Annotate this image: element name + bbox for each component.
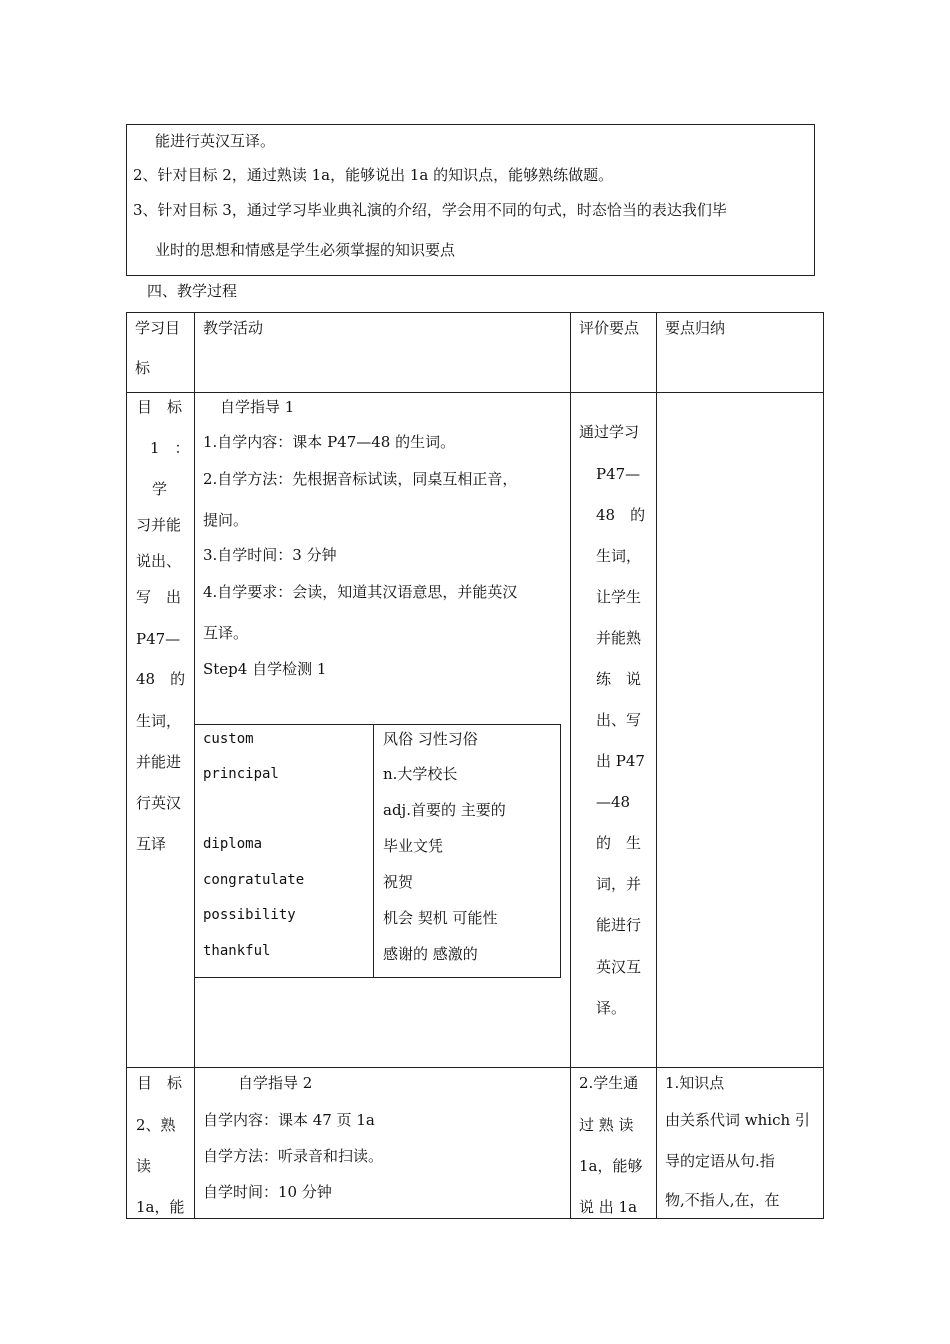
goal-text: 目 标 [137, 398, 183, 416]
objective-line: 能进行英汉互译。 [155, 132, 276, 150]
goal-text: 学 [152, 480, 168, 498]
vocab-table-border-bottom [194, 977, 561, 978]
guide-item: 自学内容：课本 47 页 1a [203, 1111, 375, 1129]
guide-title: 自学指导 2 [238, 1074, 313, 1092]
goal-text: 习并能 [136, 516, 182, 534]
eval-text: 的 生 [596, 834, 642, 852]
table-border-right [823, 312, 824, 1219]
guide-item: 2.自学方法：先根据音标试读，同桌互相正音， [203, 470, 518, 488]
vocab-meaning: 祝贺 [383, 873, 414, 891]
goal-text: 读 [136, 1157, 152, 1175]
eval-text: P47— [596, 465, 641, 483]
eval-text: 译。 [596, 999, 627, 1017]
guide-title: 自学指导 1 [220, 398, 295, 416]
top-box-border-top [126, 124, 815, 125]
eval-text: —48 [596, 793, 631, 811]
guide-item: 提问。 [203, 511, 249, 529]
goal-text: P47— [136, 630, 181, 648]
summary-text: 1.知识点 [665, 1074, 725, 1092]
objective-line: 业时的思想和情感是学生必须掌握的知识要点 [155, 241, 456, 259]
guide-item: 互译。 [203, 624, 249, 642]
table-row-divider [126, 1067, 824, 1068]
vocab-meaning: 毕业文凭 [383, 837, 444, 855]
table-border-bottom [126, 1218, 824, 1219]
eval-text: 出、写 [596, 711, 642, 729]
eval-text: 1a，能够 [579, 1157, 643, 1175]
vocab-table-border-top [194, 724, 561, 725]
eval-text: 48 的 [596, 506, 646, 524]
table-border-left [126, 312, 127, 1219]
guide-item: Step4 自学检测 1 [203, 660, 327, 678]
guide-item: 自学时间：10 分钟 [203, 1183, 332, 1201]
goal-text: 目 标 [137, 1074, 183, 1092]
top-box-border-bottom [126, 275, 815, 276]
eval-text: 词，并 [596, 875, 642, 893]
vocab-word: thankful [203, 943, 271, 959]
eval-text: 能进行 [596, 916, 642, 934]
vocab-word: congratulate [203, 872, 305, 888]
eval-text: 出 P47 [596, 752, 645, 770]
eval-text: 英汉互 [596, 958, 642, 976]
eval-text: 过 熟 读 [579, 1116, 634, 1134]
table-col-divider [570, 312, 571, 1219]
guide-item: 1.自学内容：课本 P47—48 的生词。 [203, 433, 456, 451]
vocab-meaning: 机会 契机 可能性 [383, 909, 498, 927]
summary-text: 物,不指人,在，在 [665, 1191, 780, 1209]
vocab-meaning: adj.首要的 主要的 [383, 801, 506, 819]
top-box-border-left [126, 124, 127, 276]
header-goal: 学习目 [135, 319, 181, 337]
objective-line: 2、针对目标 2，通过熟读 1a，能够说出 1a 的知识点，能够熟练做题。 [133, 166, 614, 184]
vocab-meaning: 风俗 习性习俗 [383, 730, 478, 748]
table-col-divider [656, 312, 657, 1219]
vocab-word: custom [203, 731, 254, 747]
eval-text: 生词， [596, 547, 642, 565]
vocab-word: principal [203, 766, 279, 782]
table-col-divider [194, 312, 195, 1219]
eval-text: 2.学生通 [579, 1074, 639, 1092]
goal-text: 写 出 [136, 588, 182, 606]
summary-text: 导的定语从句.指 [665, 1152, 775, 1170]
objective-line: 3、针对目标 3，通过学习毕业典礼演的介绍，学会用不同的句式，时态恰当的表达我们毕 [133, 201, 727, 219]
vocab-table-border-right [560, 724, 561, 978]
goal-text: 说出、 [136, 552, 182, 570]
eval-text: 并能熟 [596, 629, 642, 647]
goal-text: 1 ： [150, 439, 190, 457]
table-border-top [126, 312, 824, 313]
goal-text: 2、熟 [136, 1116, 176, 1134]
goal-text: 行英汉 [136, 794, 182, 812]
goal-text: 并能进 [136, 753, 182, 771]
table-header-divider [126, 392, 824, 393]
guide-item: 3.自学时间：3 分钟 [203, 546, 337, 564]
vocab-meaning: 感谢的 感激的 [383, 945, 478, 963]
eval-text: 通过学习 [579, 423, 640, 441]
header-summary: 要点归纳 [665, 319, 726, 337]
vocab-word: possibility [203, 907, 296, 923]
vocab-word: diploma [203, 836, 263, 852]
guide-item: 自学方法：听录音和扫读。 [203, 1147, 384, 1165]
eval-text: 让学生 [596, 588, 642, 606]
header-evaluation: 评价要点 [579, 319, 640, 337]
goal-text: 48 的 [136, 670, 186, 688]
header-activity: 教学活动 [203, 319, 264, 337]
goal-text: 生词， [136, 712, 182, 730]
guide-item: 4.自学要求：会读，知道其汉语意思，并能英汉 [203, 583, 518, 601]
header-goal: 标 [135, 359, 151, 377]
summary-text: 由关系代词 which 引 [665, 1111, 810, 1129]
vocab-meaning: n.大学校长 [383, 765, 458, 783]
goal-text: 1a，能 [136, 1198, 185, 1216]
eval-text: 练 说 [596, 670, 642, 688]
section-title: 四、教学过程 [147, 282, 238, 300]
eval-text: 说 出 1a [579, 1198, 638, 1216]
goal-text: 互译 [136, 835, 167, 853]
vocab-table-divider [373, 724, 374, 978]
top-box-border-right [814, 124, 815, 276]
